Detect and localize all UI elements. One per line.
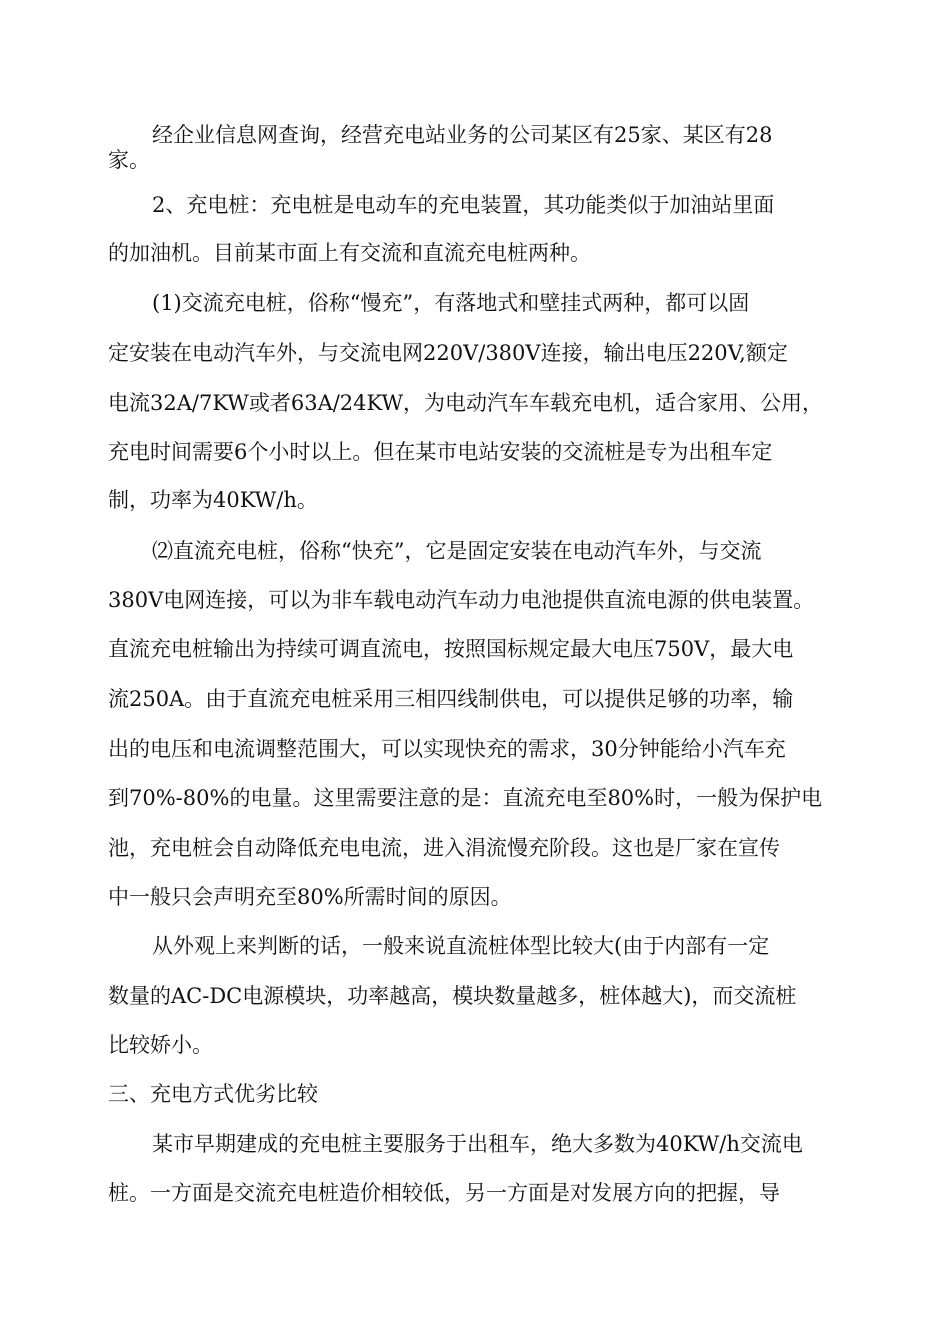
text-line: 380V电网连接，可以为非车载电动汽车动力电池提供直流电源的供电装置。 [108, 588, 815, 612]
text-line: 定安装在电动汽车外，与交流电网220V/380V连接，输出电压220V,额定 [108, 341, 788, 365]
text-line: 比较娇小。 [108, 1033, 213, 1057]
text-line: 到70%-80%的电量。这里需要注意的是：直流充电至80%时，一般为保护电 [108, 786, 823, 810]
text-line: 直流充电桩输出为持续可调直流电，按照国标规定最大电压750V，最大电 [108, 637, 794, 661]
text-line: ⑵直流充电桩，俗称“快充”，它是固定安装在电动汽车外，与交流 [152, 539, 762, 563]
text-line: 家。 [108, 148, 150, 172]
text-line: 制，功率为40KW/h。 [108, 488, 318, 512]
text-line: 出的电压和电流调整范围大，可以实现快充的需求，30分钟能给小汽车充 [108, 737, 786, 761]
text-line: 某市早期建成的充电桩主要服务于出租车，绝大多数为40KW/h交流电 [152, 1132, 803, 1156]
text-line: (1)交流充电桩，俗称“慢充”，有落地式和壁挂式两种，都可以固 [152, 291, 750, 315]
section-heading: 三、充电方式优劣比较 [108, 1082, 318, 1106]
text-line: 充电时间需要6个小时以上。但在某市电站安装的交流桩是专为出租车定 [108, 440, 773, 464]
text-line: 池，充电桩会自动降低充电电流，进入涓流慢充阶段。这也是厂家在宣传 [108, 836, 780, 860]
text-line: 经企业信息网查询，经营充电站业务的公司某区有25家、某区有28 [152, 123, 773, 147]
text-line: 的加油机。目前某市面上有交流和直流充电桩两种。 [108, 241, 591, 265]
text-line: 从外观上来判断的话，一般来说直流桩体型比较大(由于内部有一定 [152, 934, 770, 958]
text-line: 电流32A/7KW或者63A/24KW，为电动汽车车载充电机，适合家用、公用， [108, 391, 824, 415]
text-line: 桩。一方面是交流充电桩造价相较低，另一方面是对发展方向的把握，导 [108, 1181, 780, 1205]
text-line: 数量的AC-DC电源模块，功率越高，模块数量越多，桩体越大)，而交流桩 [108, 984, 797, 1008]
text-line: 流250A。由于直流充电桩采用三相四线制供电，可以提供足够的功率，输 [108, 687, 794, 711]
text-line: 中一般只会声明充至80%所需时间的原因。 [108, 885, 512, 909]
text-line: 2、充电桩：充电桩是电动车的充电装置，其功能类似于加油站里面 [152, 193, 775, 217]
